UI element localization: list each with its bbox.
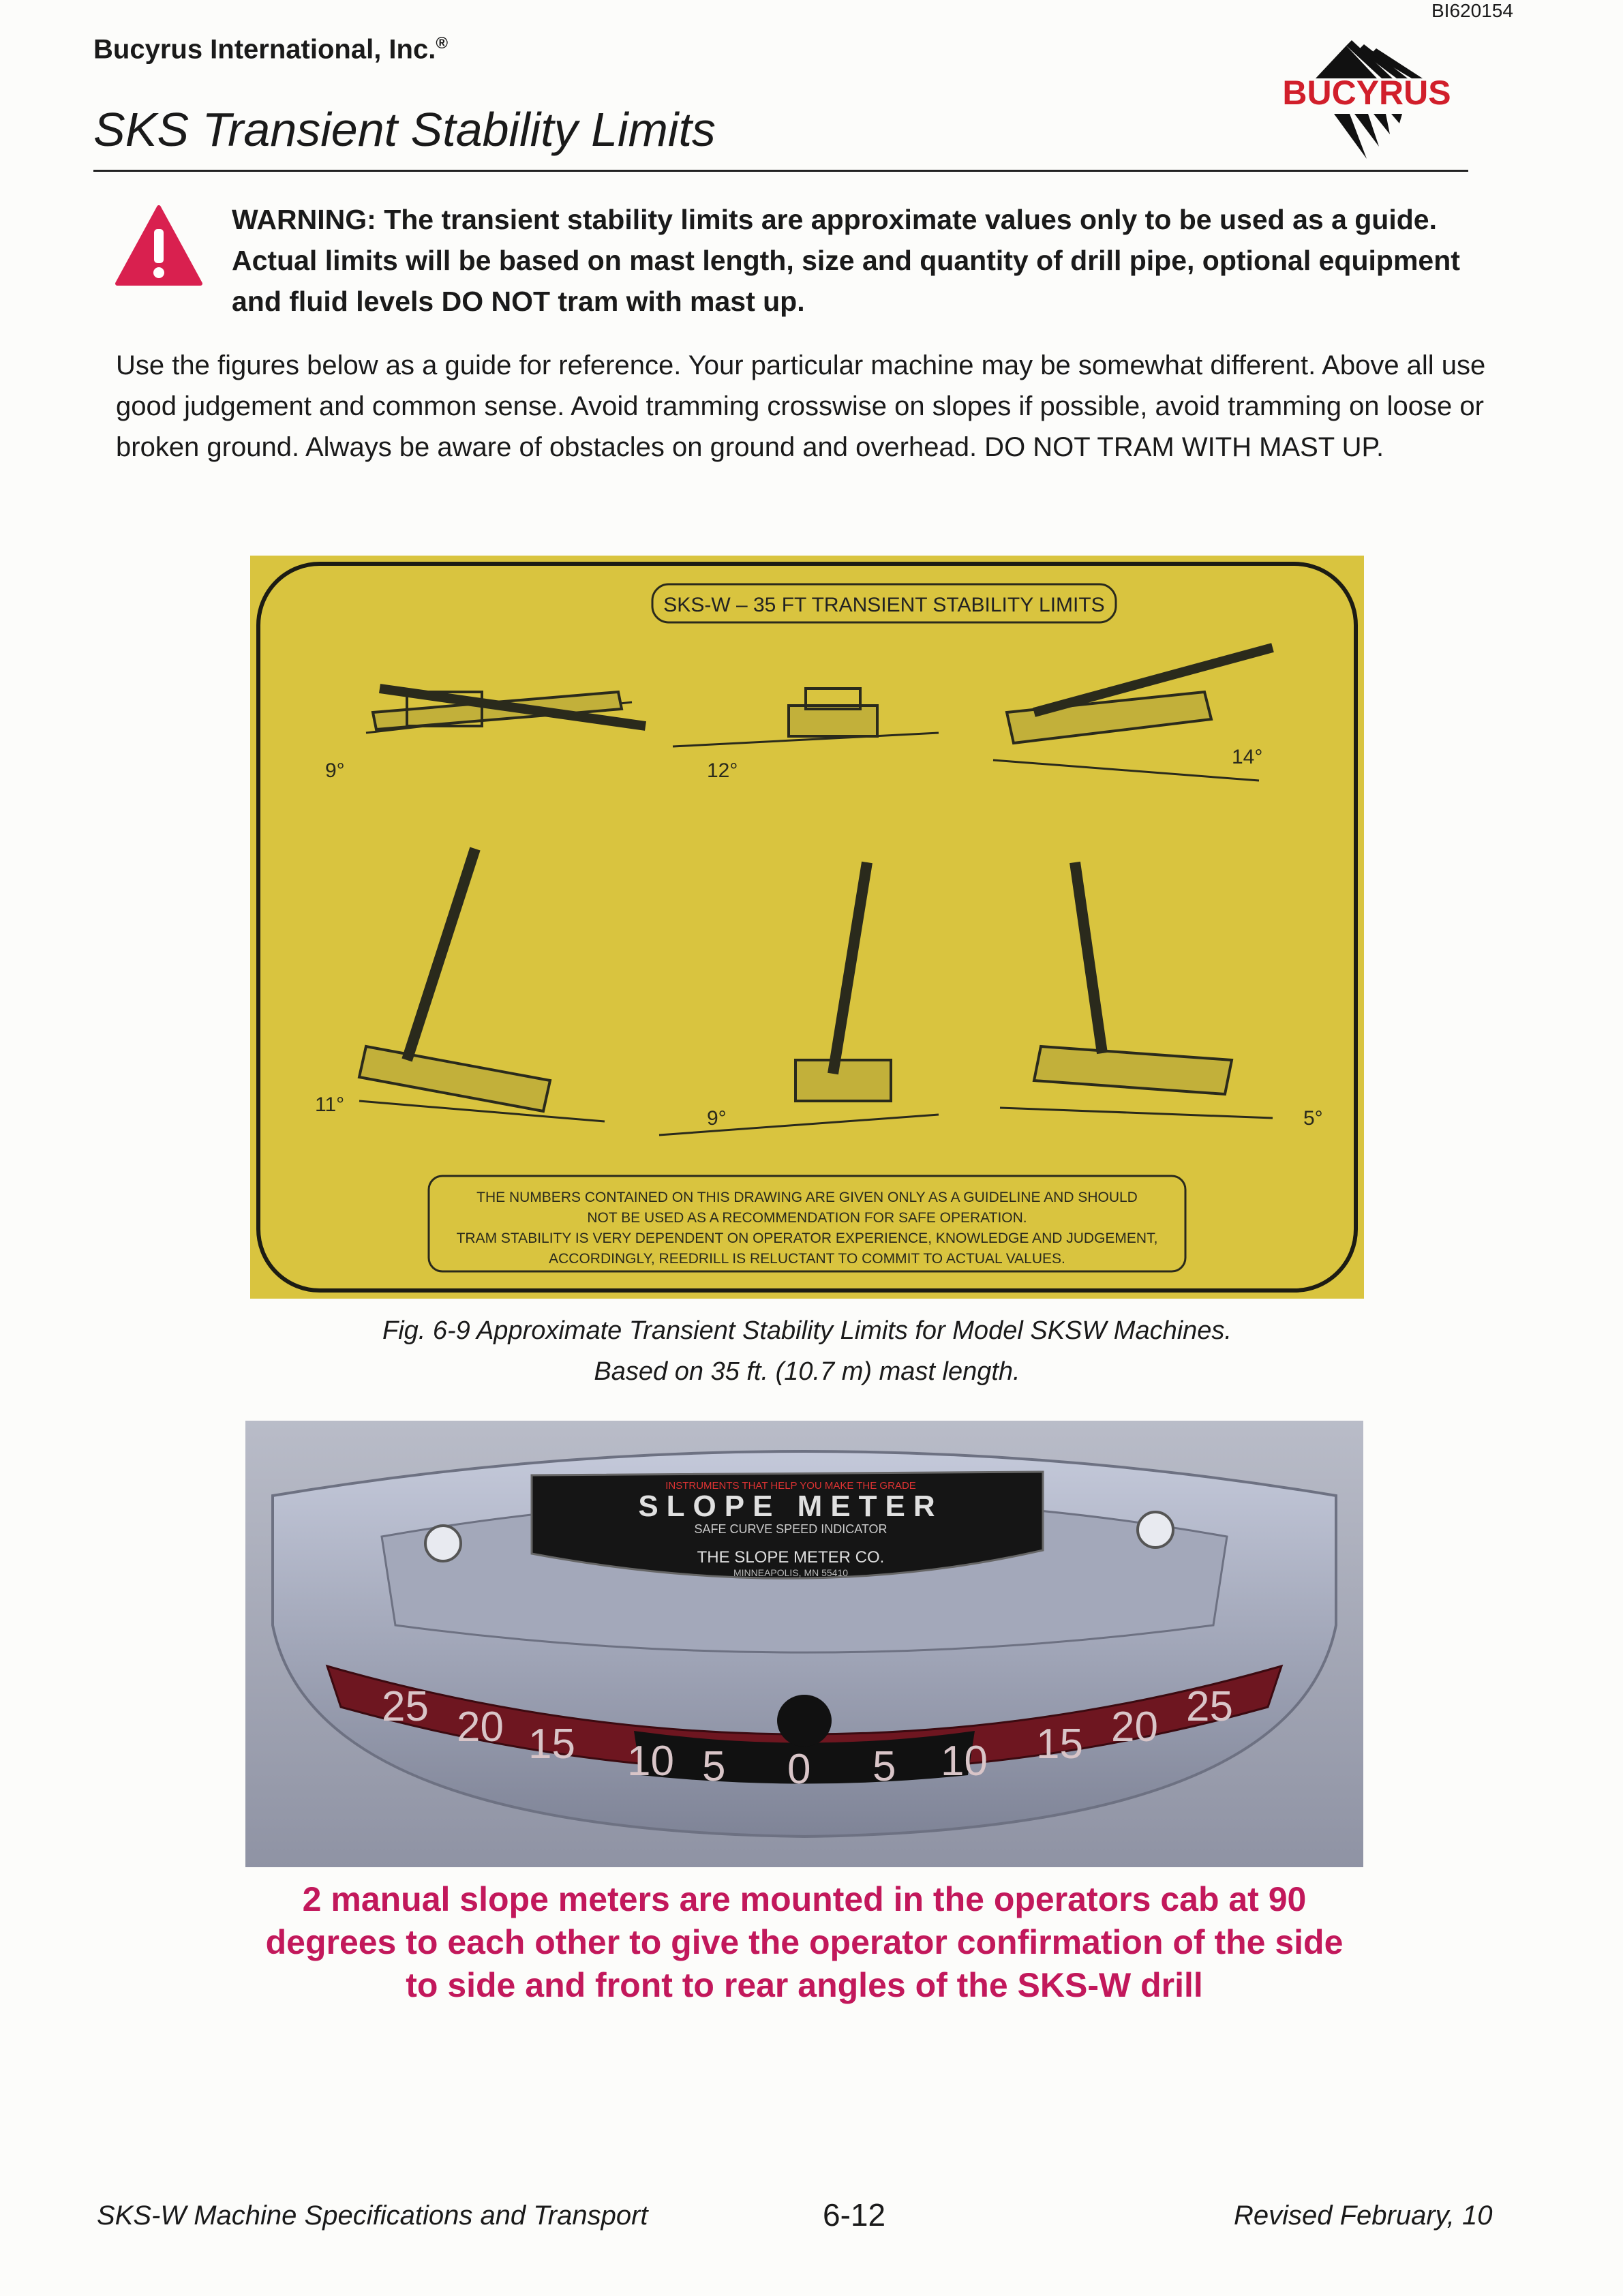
angle-label: 12°: [707, 759, 738, 782]
warning-text: WARNING: The transient stability limits are approximate values only to be used as a guide. Actual limits will be based on mast length, size and quantity of drill pipe, optional equipment and fluid levels DO NOT tram with mast up.: [232, 204, 1460, 317]
registered-mark: ®: [436, 34, 449, 52]
angle-label: 5°: [1303, 1107, 1323, 1130]
nameplate-city: MINNEAPOLIS, MN 55410: [733, 1567, 849, 1578]
header-divider: [93, 170, 1468, 172]
nameplate-top-text: INSTRUMENTS THAT HELP YOU MAKE THE GRADE: [665, 1480, 916, 1492]
footer-revision: Revised February, 10: [1234, 2201, 1493, 2231]
slope-meter-note: 2 manual slope meters are mounted in the operators cab at 90 degrees to each other to give the operator confirmation of the side to side and front to rear angles of the SKS-W drill: [265, 1880, 1344, 2004]
dial-label: 5: [873, 1743, 896, 1790]
dial-label: 5: [702, 1743, 726, 1790]
dial-label: 10: [941, 1738, 988, 1785]
company-name: Bucyrus International, Inc.®: [93, 34, 449, 65]
document-id: BI620154: [1431, 0, 1513, 21]
page-title: SKS Transient Stability Limits: [93, 103, 716, 156]
dial-label: 20: [457, 1704, 504, 1751]
bucyrus-logo: [1264, 37, 1469, 167]
stability-limits-figure: [250, 556, 1364, 1299]
disclaimer-line: THE NUMBERS CONTAINED ON THIS DRAWING ARE GIVEN ONLY AS A GUIDELINE AND SHOULD: [476, 1190, 1138, 1205]
nameplate-subtitle: SAFE CURVE SPEED INDICATOR: [694, 1522, 888, 1536]
dial-label: 25: [382, 1683, 429, 1730]
disclaimer-line: ACCORDINGLY, REEDRILL IS RELUCTANT TO COMMIT TO ACTUAL VALUES.: [549, 1251, 1065, 1267]
footer-document-title: SKS-W Machine Specifications and Transport: [97, 2201, 648, 2231]
warning-icon: [115, 205, 203, 286]
dial-label: 15: [528, 1721, 575, 1768]
dial-label: 20: [1111, 1704, 1158, 1751]
slope-meter-photo: [245, 1421, 1363, 1867]
figure-caption: Fig. 6-9 Approximate Transient Stability Limits for Model SKSW Machines. Based on 35 ft. (10.7 m) mast length.: [382, 1316, 1232, 1386]
disclaimer-line: TRAM STABILITY IS VERY DEPENDENT ON OPERATOR EXPERIENCE, KNOWLEDGE AND JUDGEMENT,: [456, 1230, 1158, 1246]
plate-title: SKS-W – 35 FT TRANSIENT STABILITY LIMITS: [663, 594, 1105, 616]
dial-label: 10: [627, 1738, 674, 1785]
dial-label: 25: [1186, 1683, 1233, 1730]
intro-paragraph: Use the figures below as a guide for reference. Your particular machine may be somewhat different. Above all use good judgement and common sense. Avoid tramming crosswise on slopes if possible, avoid tramming on loose or broken ground. Always be aware of obstacles on ground and overhead. DO NOT TRAM WITH MAST UP.: [116, 350, 1486, 462]
nameplate-brand: SLOPE METER: [638, 1490, 943, 1523]
page-number: 6-12: [823, 2197, 886, 2233]
nameplate-maker: THE SLOPE METER CO.: [697, 1548, 885, 1567]
svg-text:BUCYRUS: BUCYRUS: [1282, 74, 1451, 112]
angle-label: 9°: [707, 1107, 727, 1130]
angle-label: 14°: [1232, 746, 1263, 768]
angle-label: 9°: [325, 759, 345, 782]
dial-label: 0: [787, 1746, 811, 1793]
angle-label: 11°: [315, 1093, 345, 1116]
disclaimer-line: NOT BE USED AS A RECOMMENDATION FOR SAFE OPERATION.: [587, 1210, 1027, 1226]
dial-label: 15: [1036, 1721, 1083, 1768]
